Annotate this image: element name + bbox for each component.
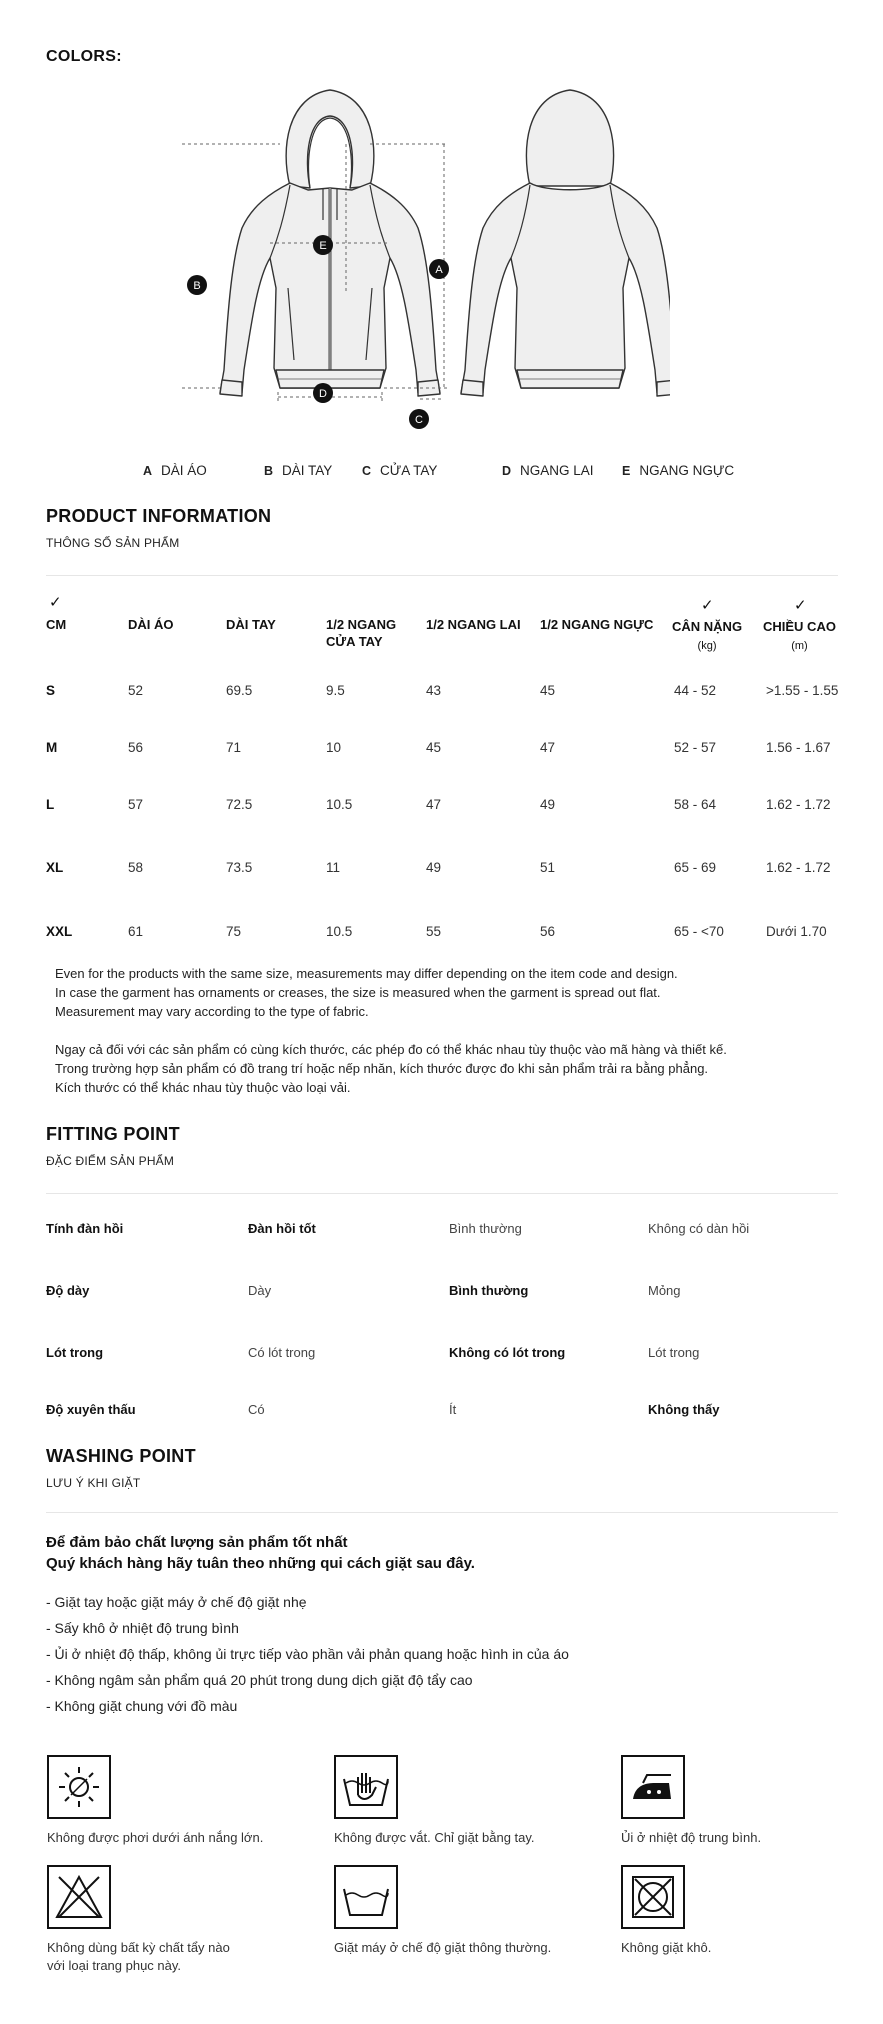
cell-hem: 45 [426,740,442,755]
cell-hem: 43 [426,683,442,698]
cell-cuff: 10.5 [326,797,353,812]
marker-a [428,258,450,280]
checkmark-icon: ✓ [794,597,807,614]
cell-cuff: 9.5 [326,683,345,698]
divider [46,1512,838,1513]
cell-hem: 47 [426,797,442,812]
hand-wash-icon [334,1755,398,1819]
fitting-option: Bình thường [449,1221,522,1236]
fitting-option: Có [248,1402,265,1417]
checkmark-icon: ✓ [701,597,714,614]
colors-label: COLORS: [46,48,122,65]
size-note-vi: Ngay cả đối với các sản phẩm có cùng kích thước, các phép đo có thể khác nhau tùy thuộc vào mã hàng và thiết kế. Trong trường hợp sản phẩm có đồ trang trí hoặc nếp nhăn, kích thước được đo khi sản phẩm trải ra bằng phẳng. Kích thước có thể khác nhau tùy thuộc vào loại vải. [55,1042,727,1095]
cell-sleeve: 72.5 [226,797,253,812]
col-header-sleeve: DÀI TAY [226,617,276,632]
col-header-cm: CM [46,617,67,632]
care-caption: Không giặt khô. [621,1940,712,1955]
cell-weight: 58 - 64 [674,797,717,812]
marker-c [408,408,430,430]
cell-height: 1.62 - 1.72 [766,860,831,875]
fitting-option: Mỏng [648,1283,681,1298]
legend-e: E NGANG NGỰC [622,463,735,478]
no-sun-icon [47,1755,111,1819]
fitting-option: Có lót trong [248,1345,316,1360]
cell-size: M [46,740,58,755]
fitting-subtitle: ĐẶC ĐIỂM SẢN PHẨM [46,1154,175,1168]
cell-chest: 49 [540,797,556,812]
marker-e [312,234,334,256]
machine-wash-normal-icon [334,1865,398,1929]
cell-weight: 44 - 52 [674,683,717,698]
washing-instruction: - Sấy khô ở nhiệt độ trung bình [46,1620,239,1636]
col-header-cuff: 1/2 NGANG CỬA TAY [326,617,397,649]
svg-text:C: C [415,414,423,426]
legend-d: D NGANG LAI [502,463,594,478]
washing-instruction: - Không giặt chung với đồ màu [46,1698,238,1714]
svg-text:A: A [435,264,443,276]
fitting-option: Dày [248,1283,272,1298]
care-caption: Không được phơi dưới ánh nắng lớn. [47,1830,264,1845]
col-header-weight: CÂN NẶNG (kg) [672,619,743,652]
cell-chest: 45 [540,683,556,698]
cell-height: 1.56 - 1.67 [766,740,831,755]
cell-cuff: 10.5 [326,924,353,939]
cell-length: 58 [128,860,144,875]
cell-length: 61 [128,924,144,939]
care-caption: Ủi ở nhiệt độ trung bình. [621,1830,762,1845]
legend-a: A DÀI ÁO [143,463,207,478]
iron-medium-icon [621,1755,685,1819]
back-view [461,90,670,396]
fitting-option-selected: Không có lót trong [449,1345,566,1360]
cell-hem: 55 [426,924,442,939]
col-header-hem: 1/2 NGANG LAI [426,617,521,632]
cell-sleeve: 73.5 [226,860,253,875]
col-header-height: CHIỀU CAO (m) [763,619,836,652]
cell-cuff: 10 [326,740,342,755]
washing-subtitle: LƯU Ý KHI GIẶT [46,1476,141,1490]
fitting-label: Độ xuyên thấu [46,1402,136,1417]
size-note-en: Even for the products with the same size, measurements may differ depending on the item code and design. In case the garment has ornaments or creases, the size is measured when the garment is spread out flat. Measurement may vary according to the type of fabric. [55,966,678,1019]
cell-size: XL [46,860,64,875]
cell-size: S [46,683,56,698]
washing-title: WASHING POINT [46,1446,196,1466]
washing-heading: Để đảm bảo chất lượng sản phẩm tốt nhất Quý khách hàng hãy tuân theo những qui cách giặt sau đây. [46,1534,475,1572]
divider [46,1193,838,1194]
fitting-label: Tính đàn hồi [46,1221,124,1236]
care-caption: Không dùng bất kỳ chất tẩy nào với loại trang phục này. [47,1940,230,1973]
cell-weight: 52 - 57 [674,740,717,755]
legend-c: C CỬA TAY [362,463,438,478]
care-caption: Không được vắt. Chỉ giặt bằng tay. [334,1830,535,1845]
svg-text:B: B [193,280,201,292]
marker-b [186,274,208,296]
fitting-title: FITTING POINT [46,1124,180,1144]
cell-height: >1.55 - 1.55 [766,683,839,698]
washing-instruction: - Không ngâm sản phẩm quá 20 phút trong dung dịch giặt độ tẩy cao [46,1672,473,1688]
col-header-length: DÀI ÁO [128,617,174,632]
care-caption: Giặt máy ở chế độ giặt thông thường. [334,1940,552,1955]
no-bleach-icon [47,1865,111,1929]
cell-chest: 56 [540,924,556,939]
cell-height: 1.62 - 1.72 [766,797,831,812]
legend-b: B DÀI TAY [264,463,333,478]
product-info-subtitle: THÔNG SỐ SẢN PHẨM [46,536,180,550]
washing-instruction: - Ủi ở nhiệt độ thấp, không ủi trực tiếp vào phần vải phản quang hoặc hình in của áo [46,1646,569,1662]
cell-length: 52 [128,683,144,698]
fitting-option-selected: Không thấy [648,1402,720,1417]
cell-size: L [46,797,55,812]
divider [46,575,838,576]
fitting-label: Độ dày [46,1283,90,1298]
garment-diagram [180,88,670,438]
marker-d [312,382,334,404]
svg-text:E: E [319,240,327,252]
cell-weight: 65 - <70 [674,924,724,939]
washing-instruction: - Giặt tay hoặc giặt máy ở chế độ giặt nhẹ [46,1594,307,1610]
no-dry-clean-icon [621,1865,685,1929]
fitting-option-selected: Đàn hồi tốt [248,1221,316,1236]
col-header-chest: 1/2 NGANG NGỰC [540,617,654,632]
svg-text:D: D [319,388,327,400]
cell-sleeve: 75 [226,924,242,939]
cell-sleeve: 69.5 [226,683,253,698]
fitting-option: Lót trong [648,1345,700,1360]
product-info-title: PRODUCT INFORMATION [46,506,272,526]
cell-sleeve: 71 [226,740,242,755]
cell-weight: 65 - 69 [674,860,717,875]
cell-length: 56 [128,740,144,755]
cell-cuff: 11 [326,860,341,875]
cell-size: XXL [46,924,73,939]
fitting-option-selected: Bình thường [449,1283,529,1298]
cell-length: 57 [128,797,144,812]
fitting-label: Lót trong [46,1345,104,1360]
fitting-option: Ít [449,1402,457,1417]
checkmark-icon: ✓ [49,594,62,611]
cell-chest: 47 [540,740,556,755]
fitting-option: Không có dàn hồi [648,1221,750,1236]
cell-hem: 49 [426,860,442,875]
cell-height: Dưới 1.70 [766,924,827,939]
cell-chest: 51 [540,860,556,875]
